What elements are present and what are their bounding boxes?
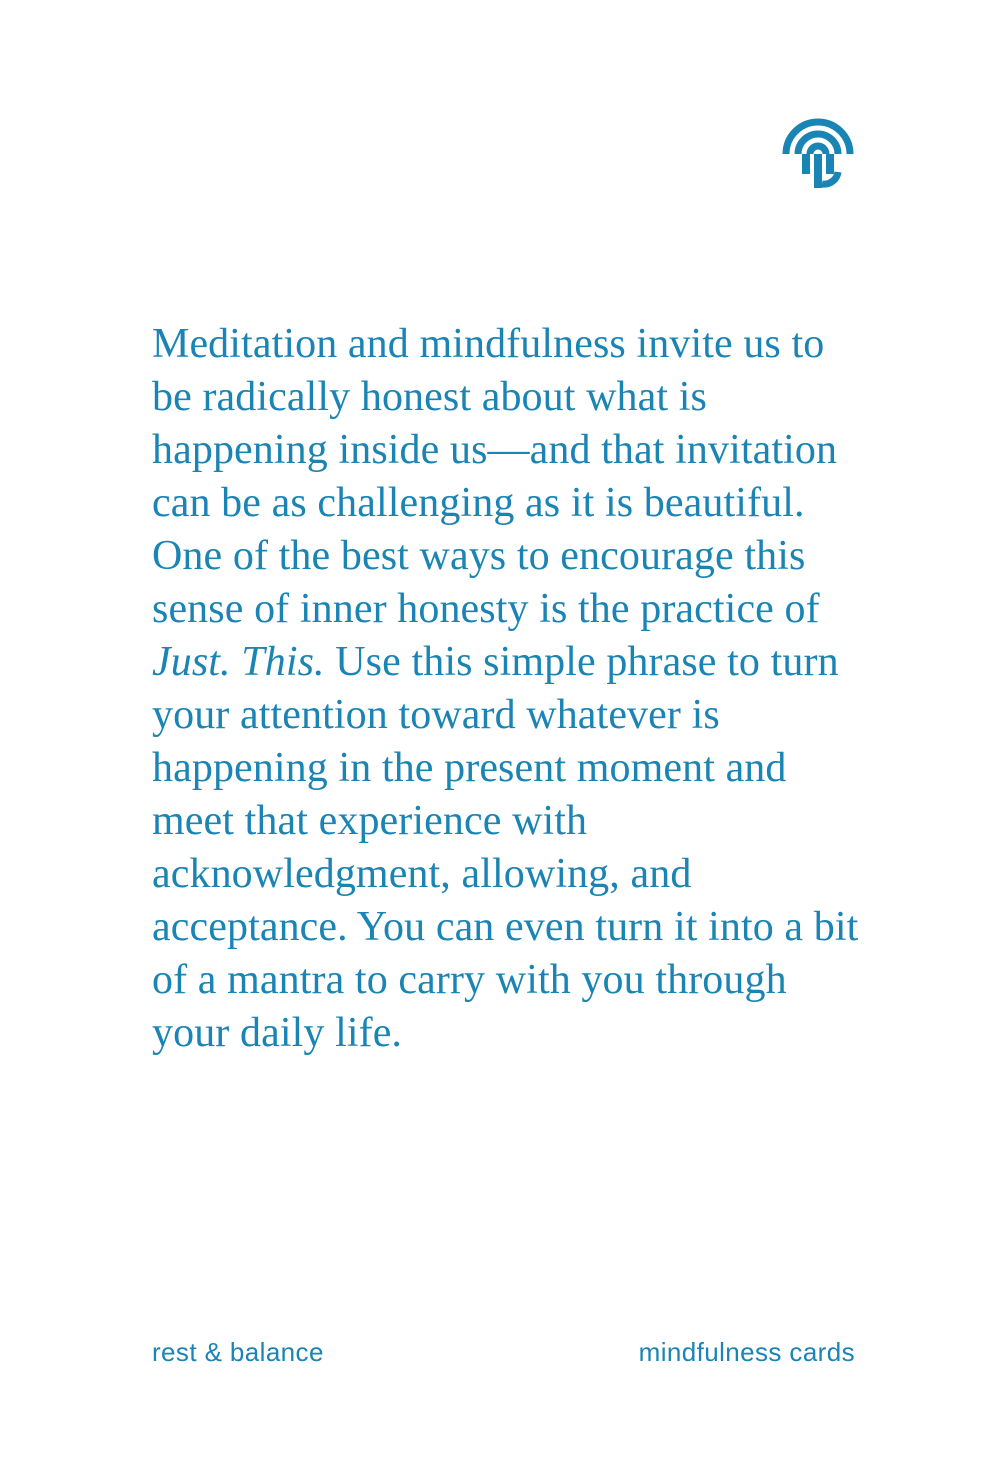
spiral-wave-icon xyxy=(776,112,860,196)
card-body-text xyxy=(152,318,864,1060)
body-text-emphasis: Just. This. xyxy=(152,639,325,685)
footer-category-label: rest & balance xyxy=(152,1337,324,1367)
card-footer xyxy=(152,1337,855,1368)
footer-deck-label: mindfulness cards xyxy=(638,1337,855,1367)
body-text-part-2: Use this simple phrase to turn your attention toward whatever is happening in the present moment and meet that experience with acknowledgment, allowing, and acceptance. You can even turn it into a bit of a mantra to carry with you through your daily life. xyxy=(152,639,859,1056)
body-text-part-1: Meditation and mindfulness invite us to be radically honest about what is happening inside us—and that invitation can be as challenging as it is beautiful. One of the best ways to encourage this sense of inner honesty is the practice of xyxy=(152,321,838,632)
